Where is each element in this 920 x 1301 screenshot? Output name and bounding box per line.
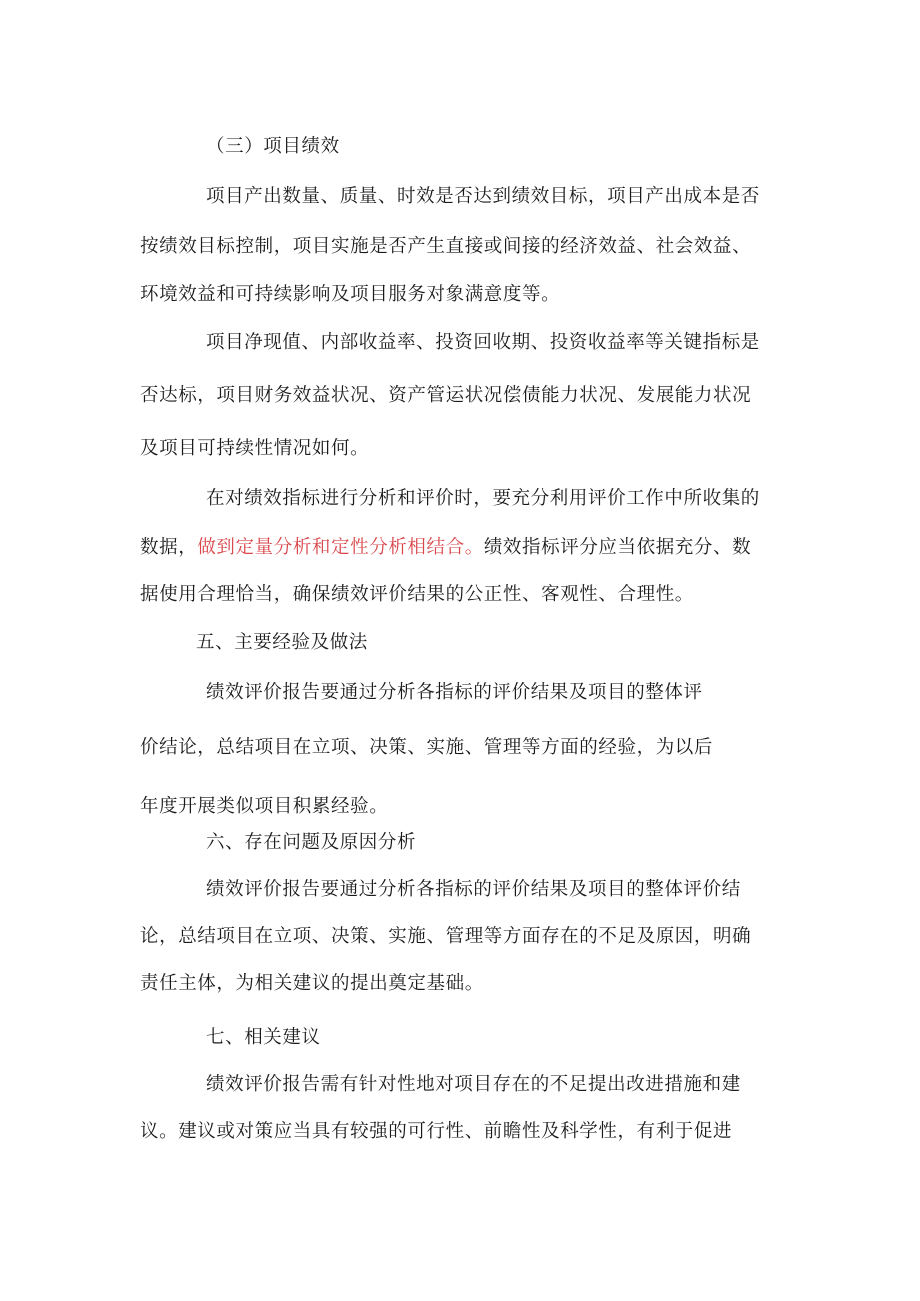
section-6-heading: 六、存在问题及原因分析 (206, 832, 417, 853)
section-5-line-3: 年度开展类似项目积累经验。 (140, 796, 389, 817)
section-3-p2-line-1: 项目净现值、内部收益率、投资回收期、投资收益率等关键指标是 (206, 332, 760, 353)
section-6-line-1: 绩效评价报告要通过分析各指标的评价结果及项目的整体评价结 (206, 879, 741, 900)
section-3-heading: （三）项目绩效 (206, 136, 340, 157)
highlighted-text: 做到定量分析和定性分析相结合。 (197, 537, 484, 558)
section-5-line-1: 绩效评价报告要通过分析各指标的评价结果及项目的整体评 (206, 682, 703, 703)
section-6-line-2: 论，总结项目在立项、决策、实施、管理等方面存在的不足及原因，明确 (140, 926, 752, 947)
section-7-line-1: 绩效评价报告需有针对性地对项目存在的不足提出改进措施和建 (206, 1074, 741, 1095)
section-3-p2-line-3: 及项目可持续性情况如何。 (140, 438, 370, 459)
section-3-p3-line-2 (140, 536, 751, 560)
section-3-p2-line-2: 否达标，项目财务效益状况、资产管运状况偿债能力状况、发展能力状况 (140, 385, 752, 406)
section-3-p3-line-1: 在对绩效指标进行分析和评价时，要充分利用评价工作中所收集的 (206, 488, 760, 509)
section-6-line-3: 责任主体，为相关建议的提出奠定基础。 (140, 973, 484, 994)
section-3-p3-line-3: 据使用合理恰当，确保绩效评价结果的公正性、客观性、合理性。 (140, 584, 694, 605)
line-text-start: 数据， (140, 537, 198, 558)
section-3-p1-line-1: 项目产出数量、质量、时效是否达到绩效目标，项目产出成本是否 (206, 186, 760, 207)
section-3-p1-line-3: 环境效益和可持续影响及项目服务对象满意度等。 (140, 284, 561, 305)
section-3-p1-line-2: 按绩效目标控制，项目实施是否产生直接或间接的经济效益、社会效益、 (140, 236, 752, 257)
line-text-end: 绩效指标评分应当依据充分、数 (483, 537, 752, 558)
section-5-line-2: 价结论，总结项目在立项、决策、实施、管理等方面的经验，为以后 (140, 737, 714, 758)
section-7-heading: 七、相关建议 (206, 1027, 321, 1048)
section-7-line-2: 议。建议或对策应当具有较强的可行性、前瞻性及科学性，有利于促进 (140, 1121, 733, 1142)
section-5-heading: 五、主要经验及做法 (196, 632, 368, 653)
